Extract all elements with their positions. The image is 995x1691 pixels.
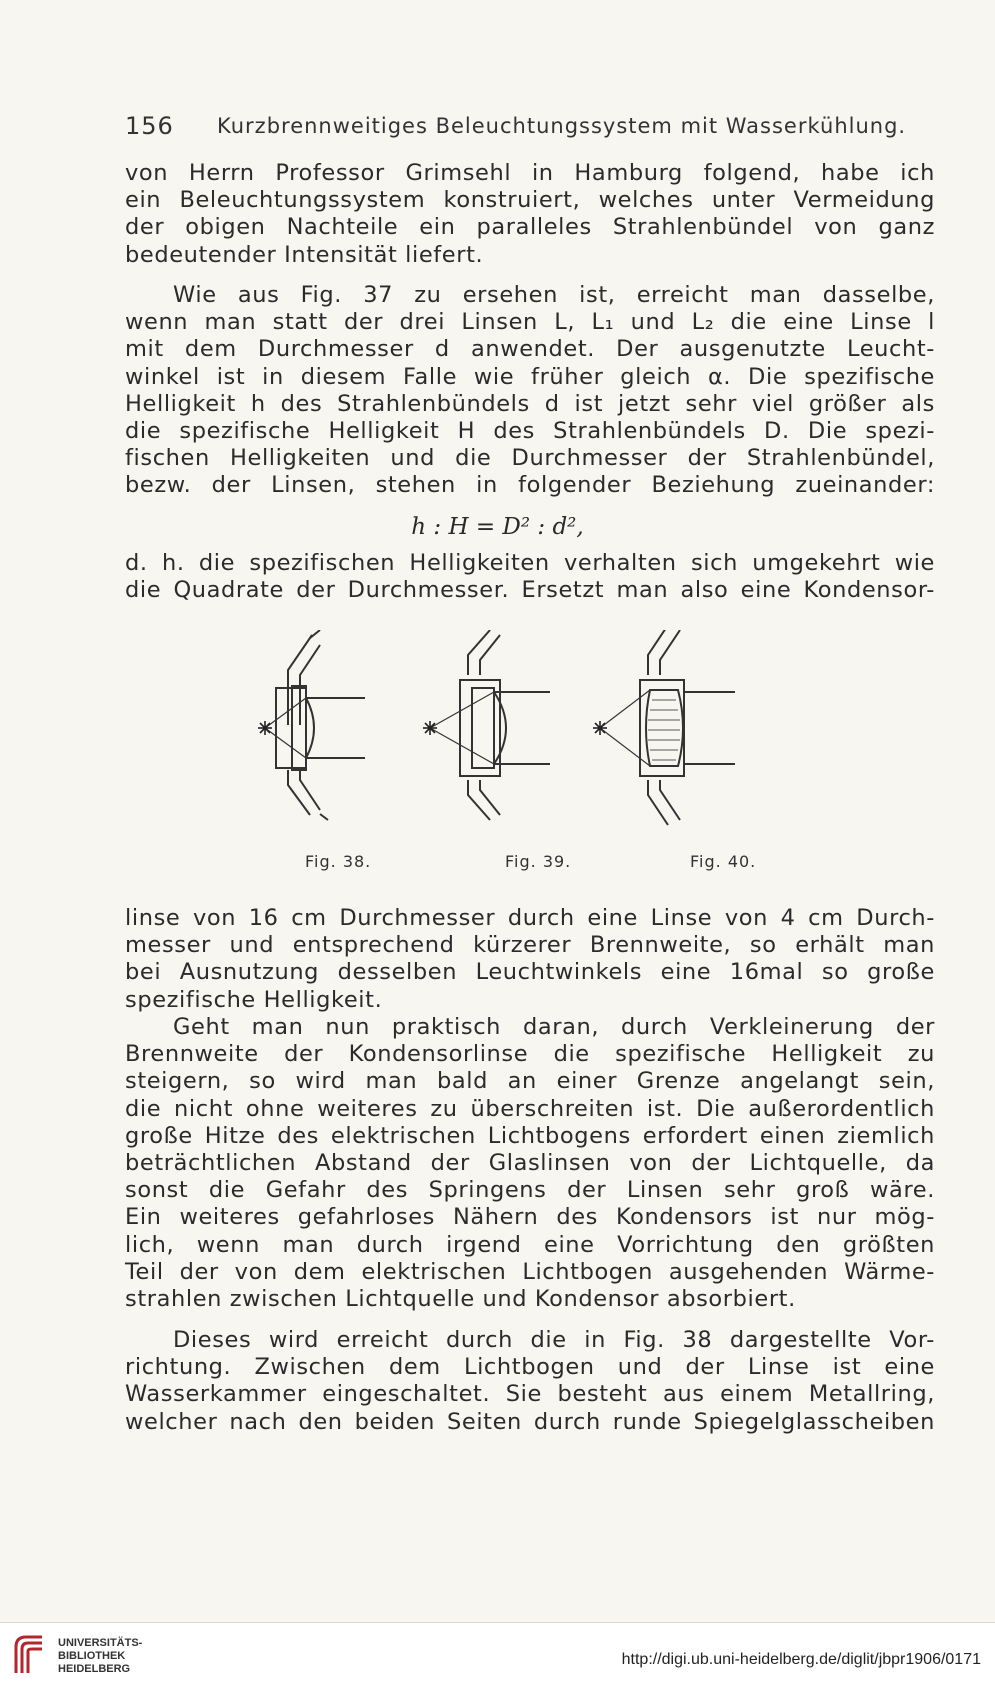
- paragraph-2: [125, 282, 935, 500]
- text-line: Ein weiteres gefahrloses Nähern des Kondensors ist nur mög-: [125, 1204, 935, 1231]
- text-line: Wasserkammer eingeschaltet. Sie besteht aus einem Metallring,: [125, 1381, 935, 1408]
- text-line: ein Beleuchtungssystem konstruiert, welches unter Vermeidung: [125, 187, 935, 214]
- text-line: richtung. Zwischen dem Lichtbogen und der Linse ist eine: [125, 1354, 935, 1381]
- text-line: Brennweite der Kondensorlinse die spezifische Helligkeit zu: [125, 1041, 935, 1068]
- text-line: d. h. die spezifischen Helligkeiten verhalten sich umgekehrt wie: [125, 550, 935, 576]
- text-line: Geht man nun praktisch daran, durch Verkleinerung der: [173, 1014, 935, 1040]
- text-line: Helligkeit h des Strahlenbündels d ist jetzt sehr viel größer als: [125, 390, 935, 417]
- text-line: Wie aus Fig. 37 zu ersehen ist, erreicht man dasselbe,: [173, 282, 935, 308]
- text-line: Teil der von dem elektrischen Lichtbogen ausgehenden Wärme-: [125, 1258, 935, 1285]
- source-url-link[interactable]: http://digi.ub.uni-heidelberg.de/diglit/jbpr1906/0171: [621, 1651, 981, 1668]
- formula: h : H = D² : d²,: [411, 514, 584, 540]
- paragraph-6: [125, 1327, 935, 1436]
- text-line: beträchtlichen Abstand der Glaslinsen von der Lichtquelle, da: [125, 1149, 935, 1176]
- light-source-icon: [423, 721, 437, 735]
- text-line: sonst die Gefahr des Springens der Linsen sehr groß wäre.: [125, 1177, 935, 1204]
- text-line: bedeutender Intensität liefert.: [125, 241, 484, 268]
- library-line: HEIDELBERG: [58, 1663, 131, 1675]
- text-line: die spezifische Helligkeit H des Strahlenbündels D. Die spezi-: [125, 417, 935, 444]
- text-line: große Hitze des elektrischen Lichtbogens erfordert einen ziemlich: [125, 1122, 935, 1149]
- figures-illustration: [240, 630, 810, 880]
- library-line: UNIVERSITÄTS-: [58, 1637, 143, 1649]
- paragraph-4: [125, 905, 935, 1014]
- text-line: Dieses wird erreicht durch die in Fig. 38 dargestellte Vor-: [173, 1327, 935, 1353]
- paragraph-1: [125, 160, 935, 269]
- text-line: linse von 16 cm Durchmesser durch eine Linse von 4 cm Durch-: [125, 905, 935, 931]
- text-line: lich, wenn man durch irgend eine Vorrichtung den größten: [125, 1231, 935, 1258]
- footer-bar: [0, 1622, 995, 1691]
- figure-caption-39: Fig. 39.: [505, 852, 572, 871]
- text-line: mit dem Durchmesser d anwendet. Der ausgenutzte Leucht-: [125, 336, 935, 363]
- text-line: von Herrn Professor Grimsehl in Hamburg folgend, habe ich: [125, 160, 935, 186]
- paragraph-3: [125, 550, 935, 604]
- library-logo-icon: [10, 1633, 50, 1677]
- figure-caption-40: Fig. 40.: [690, 852, 757, 871]
- text-line: steigern, so wird man bald an einer Grenze angelangt sein,: [125, 1068, 935, 1095]
- text-line: messer und entsprechend kürzerer Brennweite, so erhält man: [125, 932, 935, 959]
- text-line: bezw. der Linsen, stehen in folgender Beziehung zueinander:: [125, 472, 935, 499]
- figure-39-drawing: [430, 630, 550, 820]
- light-source-icon: [258, 721, 272, 735]
- light-source-icon: [593, 721, 607, 735]
- text-line: fischen Helligkeiten und die Durchmesser der Strahlenbündel,: [125, 445, 935, 472]
- text-line: wenn man statt der drei Linsen L, L₁ und L₂ die eine Linse l: [125, 309, 935, 336]
- figure-40-drawing: [600, 630, 735, 825]
- text-line: der obigen Nachteile ein paralleles Strahlenbündel von ganz: [125, 214, 935, 241]
- library-name: [58, 1637, 142, 1676]
- text-line: die nicht ohne weiteres zu überschreiten ist. Die außerordentlich: [125, 1095, 935, 1122]
- running-title: Kurzbrennweitiges Beleuchtungssystem mit Wasserkühlung.: [217, 114, 907, 138]
- figure-38-drawing: [265, 630, 365, 820]
- text-line: spezifische Helligkeit.: [125, 986, 383, 1013]
- library-line: BIBLIOTHEK: [58, 1650, 126, 1662]
- text-line: bei Ausnutzung desselben Leuchtwinkels eine 16mal so große: [125, 959, 935, 986]
- text-line: die Quadrate der Durchmesser. Ersetzt man also eine Kondensor-: [125, 577, 935, 604]
- paragraph-5: [125, 1014, 935, 1313]
- text-line: welcher nach den beiden Seiten durch runde Spiegelglasscheiben: [125, 1408, 935, 1435]
- page-number: 156: [125, 112, 174, 140]
- figure-caption-38: Fig. 38.: [305, 852, 372, 871]
- text-line: strahlen zwischen Lichtquelle und Kondensor absorbiert.: [125, 1285, 796, 1312]
- text-line: winkel ist in diesem Falle wie früher gleich α. Die spezifische: [125, 363, 935, 390]
